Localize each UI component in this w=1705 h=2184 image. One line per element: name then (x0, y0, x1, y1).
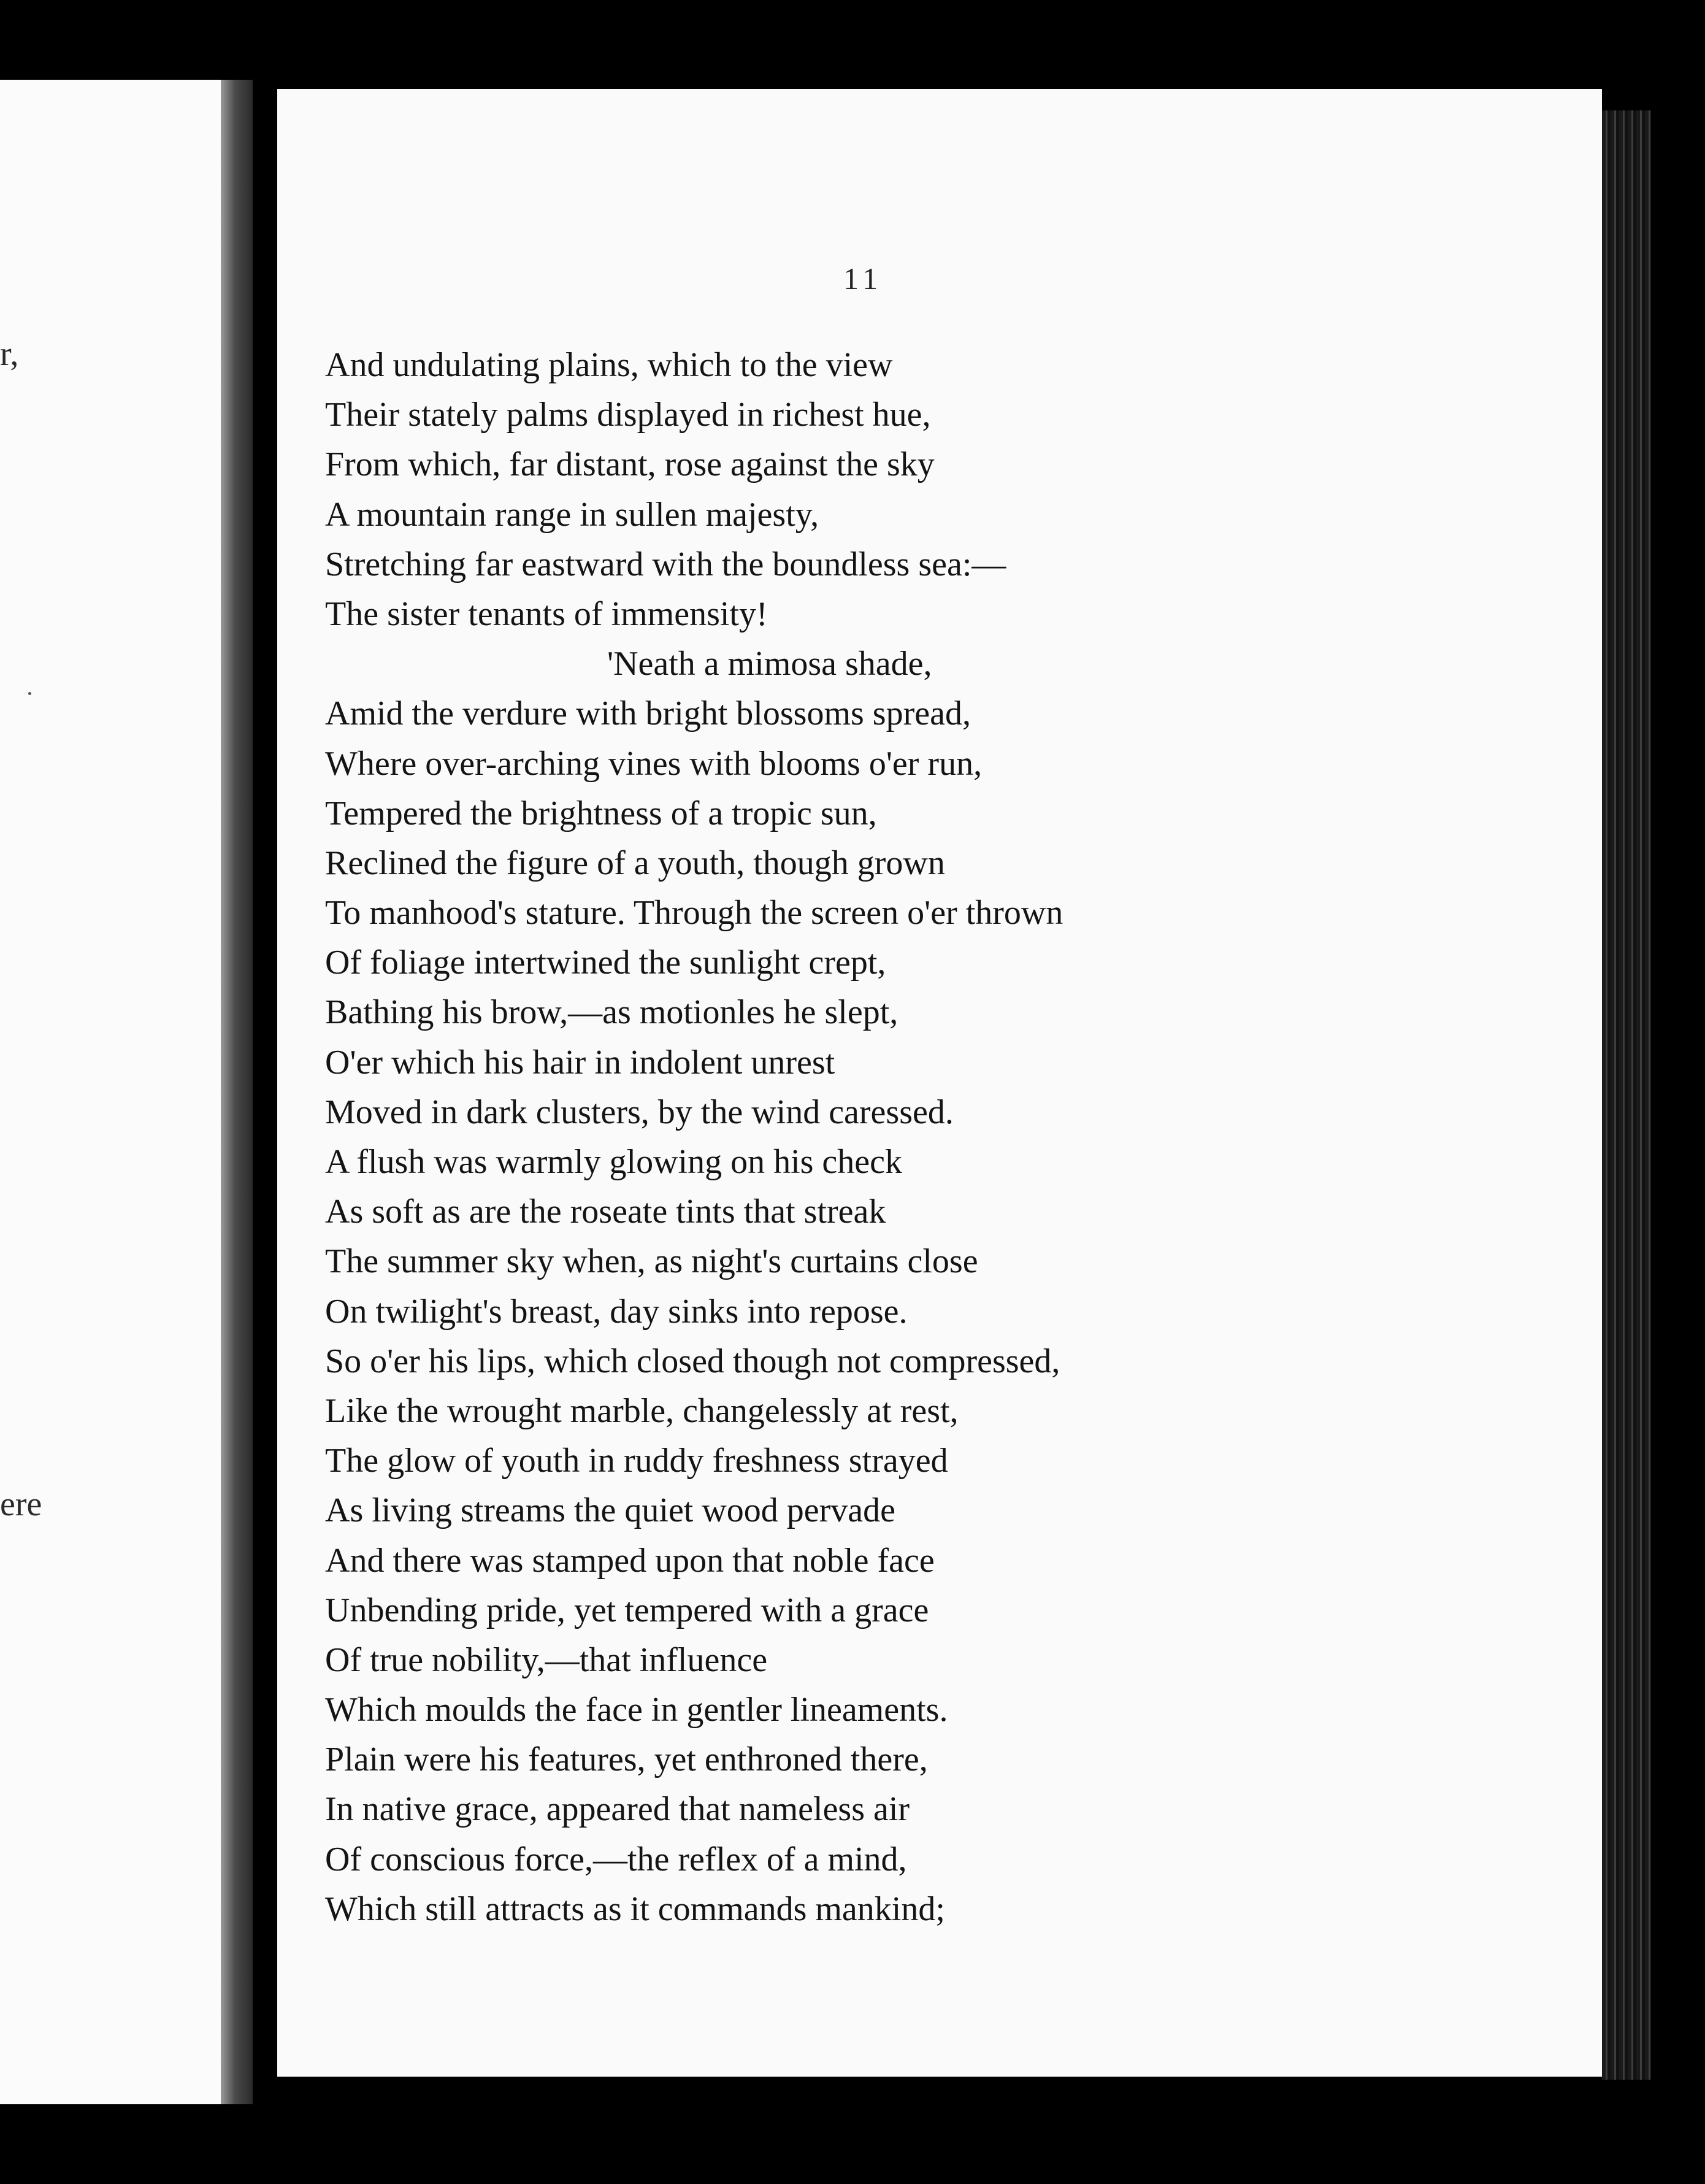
page-number: 11 (843, 261, 883, 296)
poem-line: Of conscious force,—the reflex of a mind, (325, 1840, 907, 1878)
left-page-fragment: ere (0, 1485, 42, 1523)
poem-text (325, 340, 1063, 1934)
poem-line: Which still attracts as it commands mankind; (325, 1890, 945, 1928)
poem-line: A mountain range in sullen majesty, (325, 495, 819, 534)
poem-line: Unbending pride, yet tempered with a grace (325, 1591, 929, 1629)
poem-line: Tempered the brightness of a tropic sun, (325, 794, 877, 832)
poem-line: Where over-arching vines with blooms o'er run, (325, 744, 983, 783)
poem-line: And there was stamped upon that noble face (325, 1541, 935, 1580)
poem-line: Of foliage intertwined the sunlight crept, (325, 944, 886, 982)
page-edges (1602, 110, 1651, 2080)
poem-line: A flush was warmly glowing on his check (325, 1143, 902, 1181)
poem-line: Bathing his brow,—as motionles he slept, (325, 993, 898, 1032)
left-page-fragment: r, (0, 335, 19, 373)
poem-line: Which moulds the face in gentler lineaments. (325, 1691, 948, 1729)
poem-line: On twilight's breast, day sinks into repose. (325, 1292, 908, 1331)
poem-line: Plain were his features, yet enthroned there, (325, 1740, 928, 1779)
left-page-speck (28, 692, 31, 695)
poem-line: Moved in dark clusters, by the wind caressed. (325, 1093, 954, 1131)
poem-line: As living streams the quiet wood pervade (325, 1491, 896, 1530)
poem-line: O'er which his hair in indolent unrest (325, 1043, 835, 1082)
poem-line: The summer sky when, as night's curtains close (325, 1242, 978, 1281)
poem-line: Reclined the figure of a youth, though grown (325, 844, 945, 882)
poem-line: As soft as are the roseate tints that streak (325, 1193, 886, 1231)
poem-line: Of true nobility,—that influence (325, 1640, 768, 1679)
poem-line: To manhood's stature. Through the screen o'er thrown (325, 894, 1063, 932)
poem-line: Amid the verdure with bright blossoms spread, (325, 694, 971, 733)
poem-line: 'Neath a mimosa shade, (607, 645, 932, 683)
book-gutter (221, 80, 253, 2104)
poem-line: The sister tenants of immensity! (325, 594, 768, 633)
poem-line: So o'er his lips, which closed though not compressed, (325, 1342, 1060, 1380)
left-page (0, 80, 228, 2104)
poem-line: The glow of youth in ruddy freshness strayed (325, 1442, 948, 1480)
poem-line: Stretching far eastward with the boundless sea:— (325, 545, 1006, 583)
poem-line: In native grace, appeared that nameless air (325, 1790, 910, 1829)
poem-line: And undulating plains, which to the view (325, 346, 893, 384)
poem-line: From which, far distant, rose against the sky (325, 445, 935, 484)
poem-line: Their stately palms displayed in richest hue, (325, 396, 931, 434)
poem-line: Like the wrought marble, changelessly at rest, (325, 1391, 959, 1430)
